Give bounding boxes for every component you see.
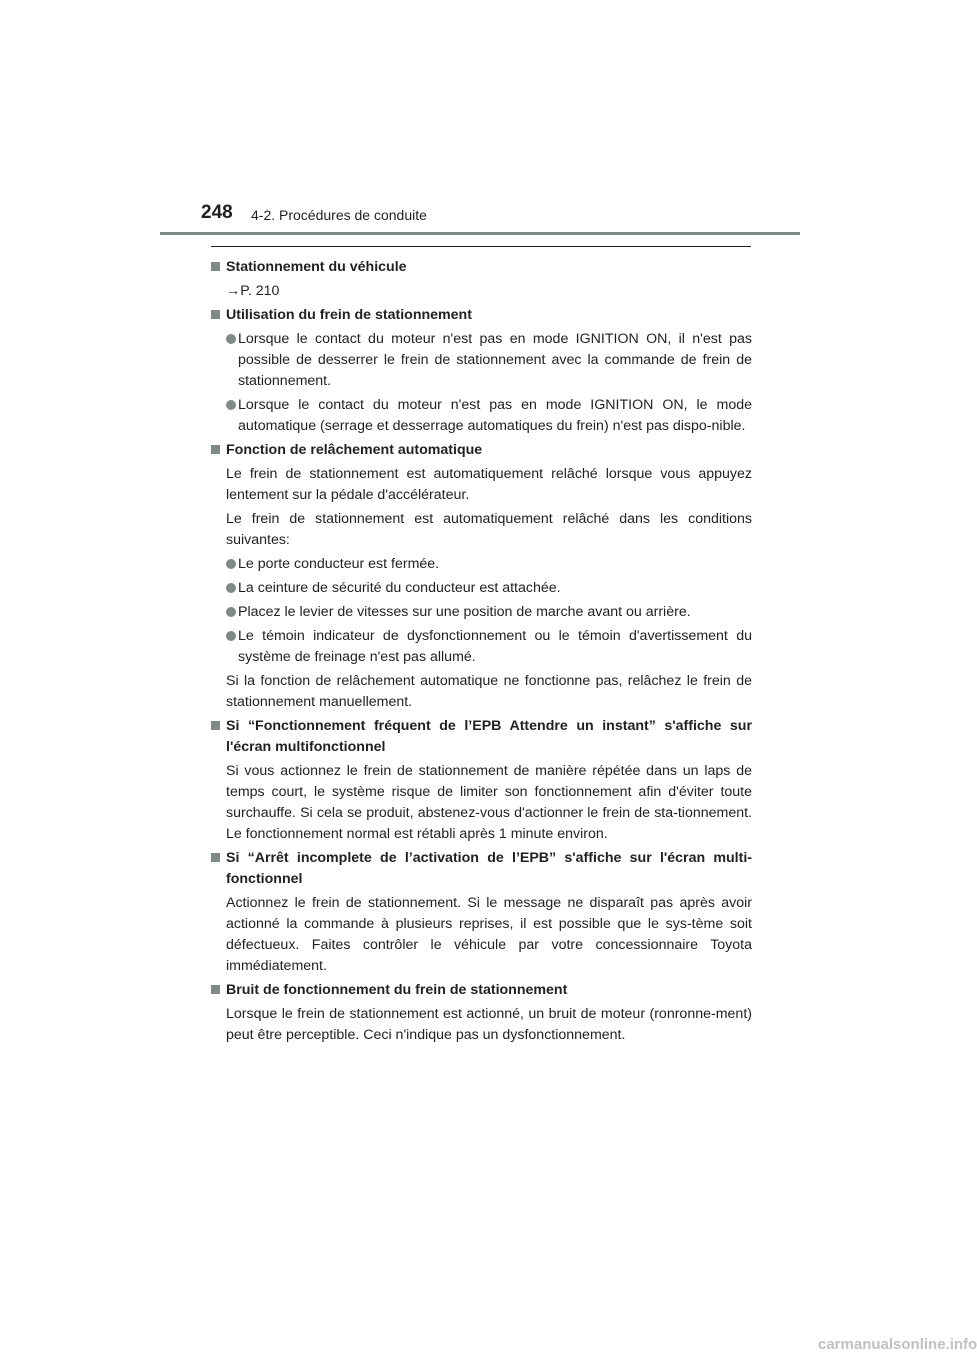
bullet-text: Lorsque le contact du moteur n'est pas en mode IGNITION ON, le mode automatique (serrage et desserrage automatiques du frein) n'est pas dispo-nible.: [238, 397, 752, 434]
page-reference: →P. 210: [226, 283, 280, 299]
square-bullet-icon: [211, 310, 220, 319]
bullet-text: Lorsque le contact du moteur n'est pas en mode IGNITION ON, il n'est pas possible de desserrer le frein de stationnement avec la commande de frein de stationnement.: [238, 331, 752, 389]
watermark: carmanualsonline.info: [818, 1336, 977, 1353]
page-content: [211, 254, 752, 1046]
page-number: 248: [201, 202, 233, 223]
paragraph: Le frein de stationnement est automatiquement relâché dans les conditions suivantes:: [226, 511, 752, 548]
circle-bullet-icon: [226, 631, 236, 641]
bullet-item: [226, 602, 752, 623]
bullet-text: Le porte conducteur est fermée.: [238, 556, 440, 572]
section-title-text: Si “Arrêt incomplete de l’activation de l’EPB” s'affiche sur l'écran multi-fonctionnel: [226, 850, 752, 887]
section-title: [211, 848, 752, 890]
section-title-text: Fonction de relâchement automatique: [226, 442, 483, 458]
chapter-title: 4-2. Procédures de conduite: [251, 207, 427, 223]
bullet-item: [226, 578, 752, 599]
bullet-text: Placez le levier de vitesses sur une position de marche avant ou arrière.: [238, 604, 691, 620]
bullet-item: [226, 554, 752, 575]
section-title-text: Utilisation du frein de stationnement: [226, 307, 472, 323]
square-bullet-icon: [211, 721, 220, 730]
section-title-text: Si “Fonctionnement fréquent de l’EPB Attendre un instant” s'affiche sur l'écran multifonctionnel: [226, 718, 752, 755]
bullet-text: La ceinture de sécurité du conducteur est attachée.: [238, 580, 561, 596]
circle-bullet-icon: [226, 400, 236, 410]
bullet-item: [226, 395, 752, 437]
section-title: [211, 257, 752, 278]
section-title: [211, 305, 752, 326]
section-title: [211, 980, 752, 1001]
section-title-text: Stationnement du véhicule: [226, 259, 407, 275]
paragraph: Si vous actionnez le frein de stationnement de manière répétée dans un laps de temps court, le système risque de limiter son fonctionnement afin d'éviter toute surchauffe. Si cela se produit, abstenez-vous d'actionner le frein de sta-tionnement. Le fonctionnement normal est rétabli après 1 minute environ.: [226, 763, 752, 842]
bullet-text: Le témoin indicateur de dysfonctionnement ou le témoin d'avertissement du système de freinage n'est pas allumé.: [238, 628, 752, 665]
paragraph: Lorsque le frein de stationnement est actionné, un bruit de moteur (ronronne-ment) peut être perceptible. Ceci n'indique pas un dysfonctionnement.: [226, 1006, 752, 1043]
bullet-item: [226, 626, 752, 668]
content-divider: [211, 246, 751, 247]
square-bullet-icon: [211, 985, 220, 994]
paragraph: Actionnez le frein de stationnement. Si le message ne disparaît pas après avoir actionné la commande à plusieurs reprises, il est possible que le sys-tème soit défectueux. Faites contrôler le véhicule par votre concessionnaire Toyota immédiatement.: [226, 895, 752, 974]
circle-bullet-icon: [226, 334, 236, 344]
paragraph: Le frein de stationnement est automatiquement relâché lorsque vous appuyez lentement sur la pédale d'accélérateur.: [226, 466, 752, 503]
square-bullet-icon: [211, 262, 220, 271]
section-title: [211, 440, 752, 461]
paragraph: Si la fonction de relâchement automatique ne fonctionne pas, relâchez le frein de stationnement manuellement.: [226, 673, 752, 710]
circle-bullet-icon: [226, 583, 236, 593]
square-bullet-icon: [211, 853, 220, 862]
circle-bullet-icon: [226, 559, 236, 569]
section-title: [211, 716, 752, 758]
square-bullet-icon: [211, 445, 220, 454]
header-divider: [160, 232, 800, 235]
section-title-text: Bruit de fonctionnement du frein de stationnement: [226, 982, 568, 998]
circle-bullet-icon: [226, 607, 236, 617]
bullet-item: [226, 329, 752, 392]
